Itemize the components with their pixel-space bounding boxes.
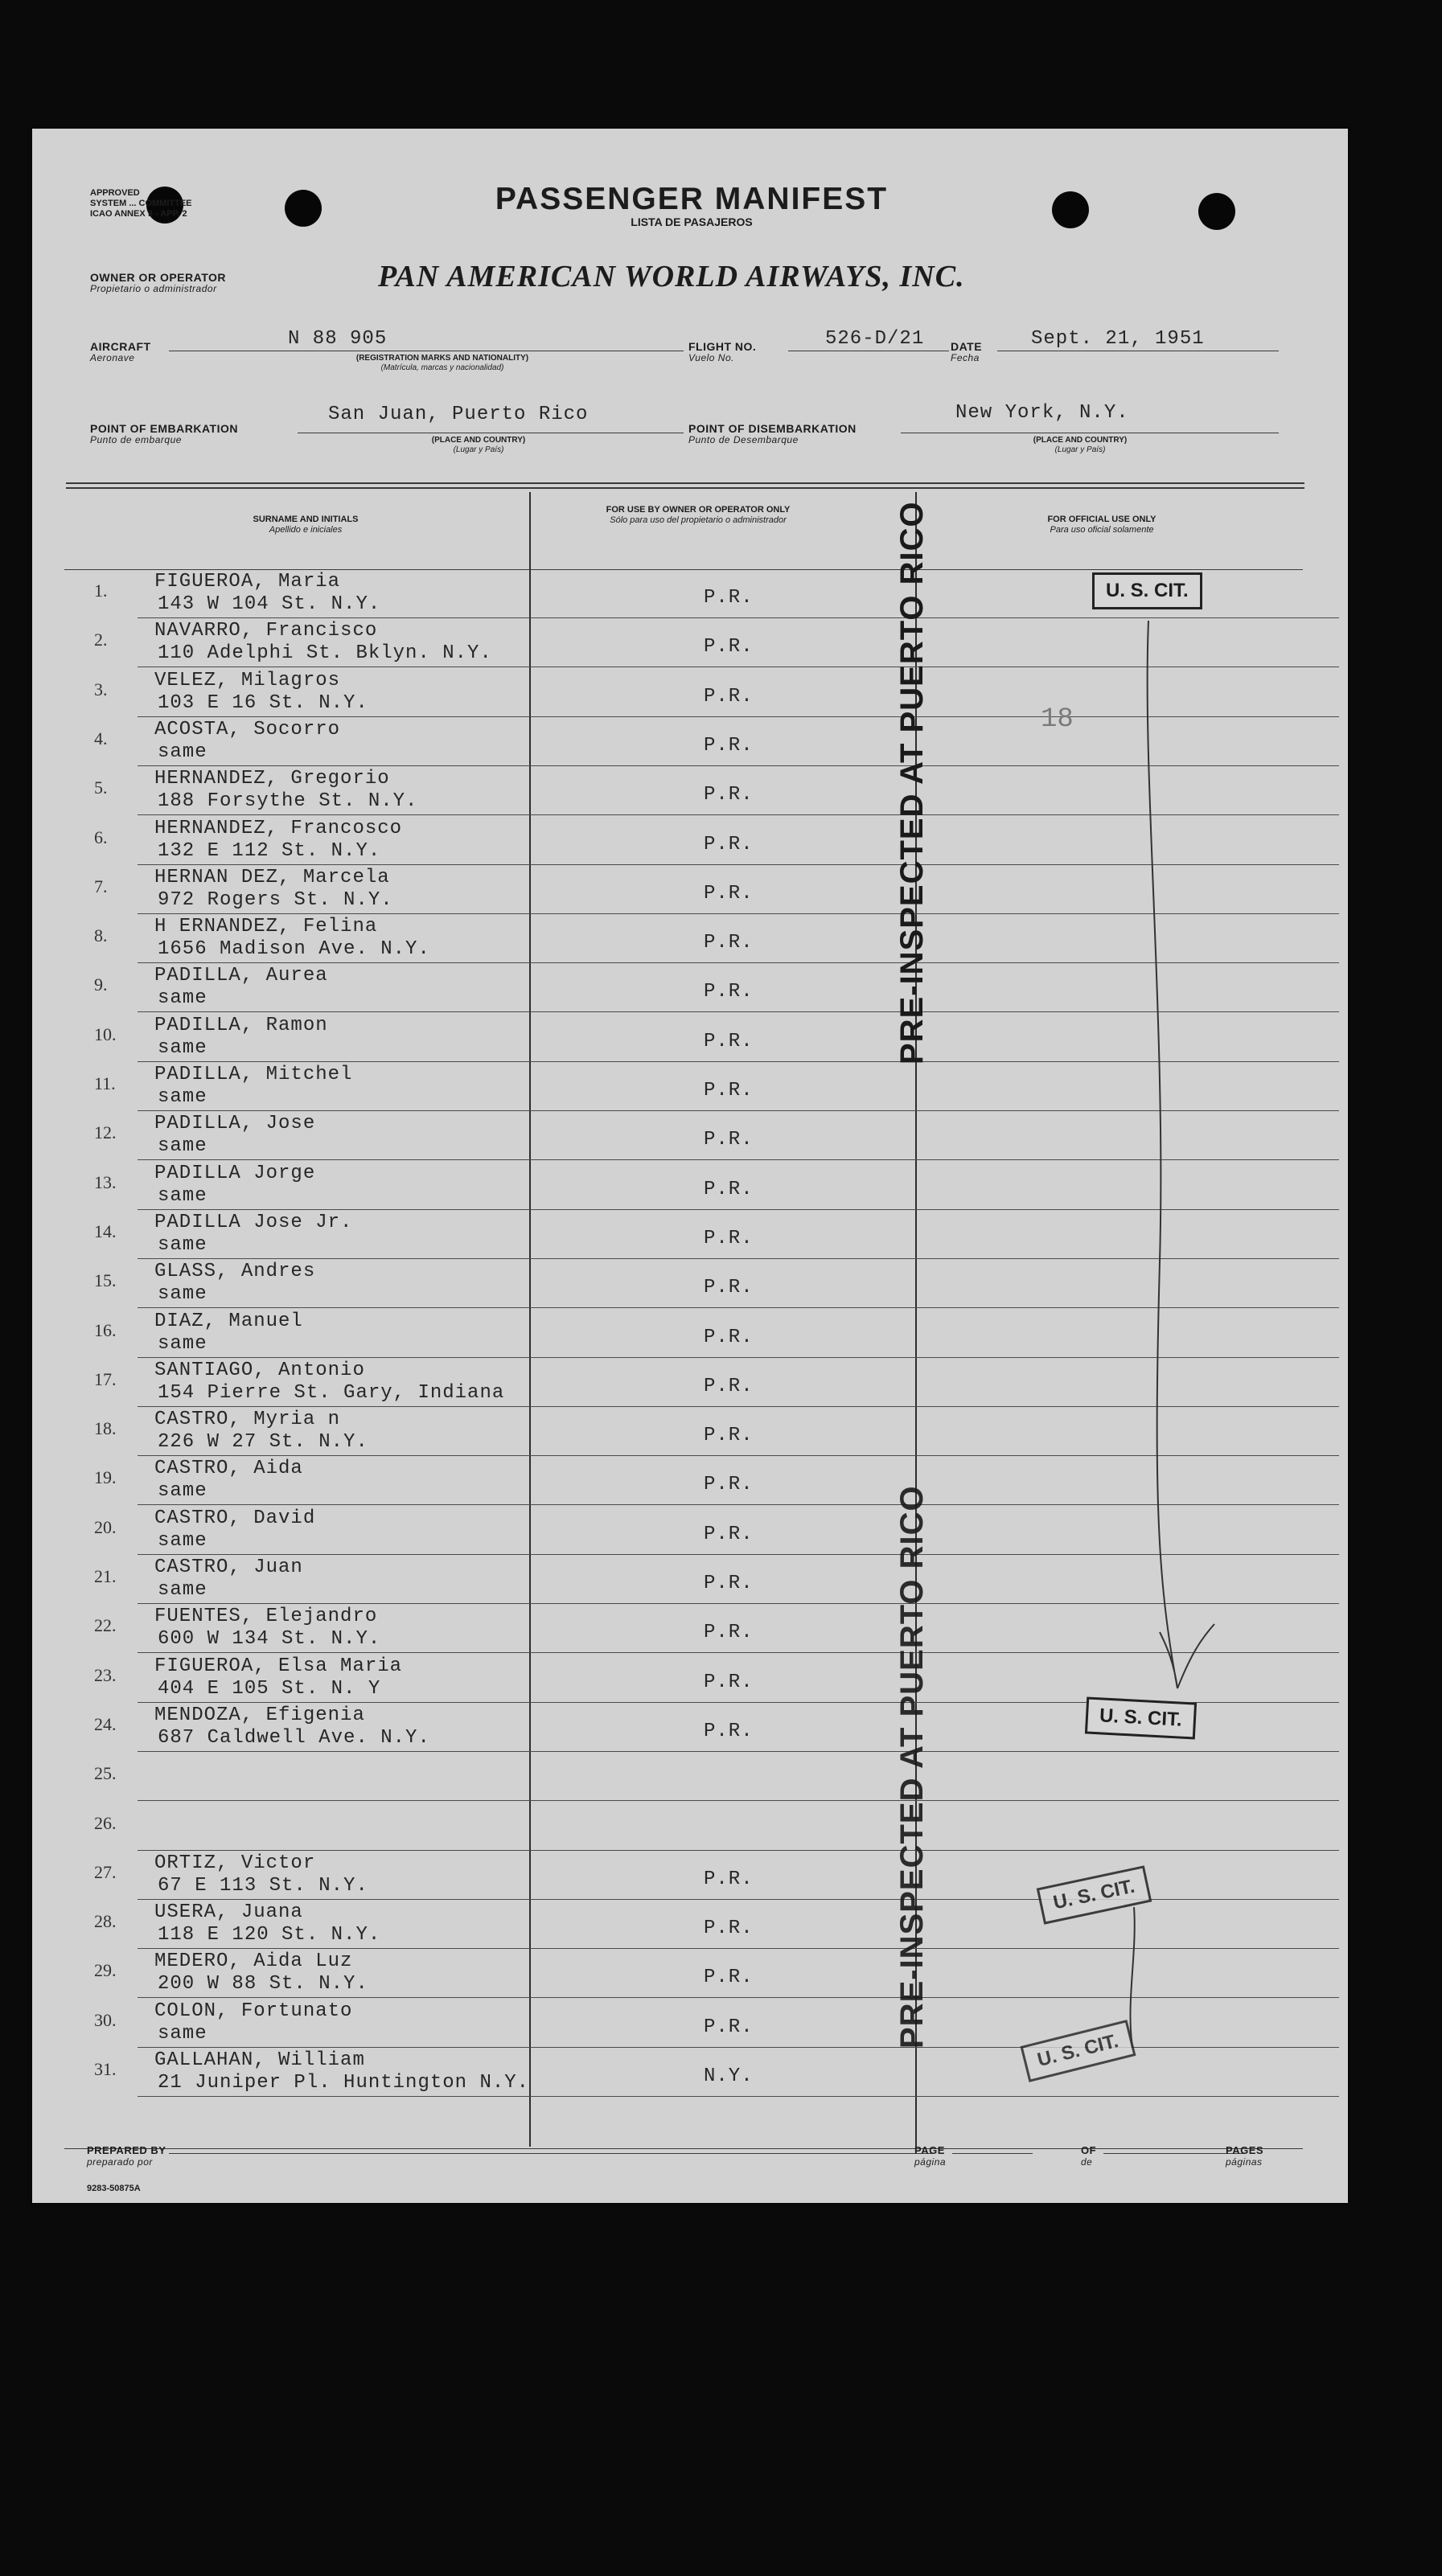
passenger-address: 132 E 112 St. N.Y. [158, 839, 381, 862]
row-number: 8. [94, 925, 108, 946]
page-title: PASSENGER MANIFEST [495, 182, 889, 216]
date-label: DATE Fecha [951, 340, 983, 363]
row-number: 27. [94, 1861, 117, 1882]
us-cit-stamp: U. S. CIT. [1085, 1696, 1197, 1739]
operator-code: P.R. [704, 1868, 754, 1890]
page-label: PAGE página [914, 2144, 947, 2168]
passenger-address: same [158, 1283, 207, 1306]
approval-line: ICAO ANNEX 9 - APP. 2 [90, 209, 187, 219]
passenger-address: same [158, 2022, 207, 2045]
passenger-address: 687 Caldwell Ave. N.Y. [158, 1726, 430, 1749]
pages-label: PAGES páginas [1226, 2144, 1264, 2168]
aircraft-label: AIRCRAFT Aeronave [90, 340, 151, 363]
row-number: 28. [94, 1911, 117, 1932]
passenger-address: 200 W 88 St. N.Y. [158, 1973, 368, 1996]
passenger-address: same [158, 1480, 207, 1503]
operator-code: P.R. [704, 833, 754, 855]
flight-value: 526-D/21 [825, 328, 925, 350]
operator-code: P.R. [704, 587, 754, 609]
us-cit-stamp: U. S. CIT. [1020, 2020, 1136, 2082]
passenger-address: 972 Rogers St. N.Y. [158, 888, 393, 911]
passenger-name: FIGUEROA, Maria [154, 571, 341, 593]
row-number: 24. [94, 1713, 117, 1734]
row-number: 14. [94, 1220, 117, 1241]
passenger-name: PADILLA, Ramon [154, 1014, 328, 1036]
disembark-sub: (PLACE AND COUNTRY) (Lugar y País) [1033, 436, 1128, 454]
passenger-address: 404 E 105 St. N. Y [158, 1677, 381, 1700]
row-number: 3. [94, 679, 108, 699]
operator-code: P.R. [704, 1967, 754, 1989]
operator-code: P.R. [704, 1375, 754, 1397]
table-row [92, 1949, 1339, 1998]
passenger-name: ORTIZ, Victor [154, 1852, 316, 1874]
operator-code: P.R. [704, 685, 754, 708]
row-number: 22. [94, 1615, 117, 1636]
passenger-address: 600 W 134 St. N.Y. [158, 1628, 381, 1651]
row-number: 11. [94, 1073, 116, 1093]
passenger-address: 118 E 120 St. N.Y. [158, 1924, 381, 1946]
passenger-name: NAVARRO, Francisco [154, 620, 378, 642]
operator-code: P.R. [704, 1030, 754, 1052]
form-number: 9283-50875A [87, 2184, 141, 2193]
operator-code: P.R. [704, 1573, 754, 1594]
approval-block [90, 188, 192, 219]
passenger-name: FIGUEROA, Elsa Maria [154, 1655, 403, 1677]
disembark-value: New York, N.Y. [955, 402, 1129, 424]
row-number: 6. [94, 827, 108, 847]
passenger-address: 226 W 27 St. N.Y. [158, 1431, 368, 1454]
page-title-es: LISTA DE PASAJEROS [631, 215, 753, 228]
punch-hole [1198, 193, 1235, 230]
passenger-name: HERNAN DEZ, Marcela [154, 866, 390, 888]
page-line [952, 2153, 1033, 2154]
passenger-address: same [158, 1529, 207, 1552]
operator-code: P.R. [704, 1474, 754, 1496]
punch-hole [285, 190, 322, 227]
row-number: 26. [94, 1812, 117, 1833]
of-label: OF de [1081, 2144, 1097, 2168]
passenger-name: USERA, Juana [154, 1901, 303, 1924]
embark-value: San Juan, Puerto Rico [328, 404, 589, 425]
row-number: 16. [94, 1319, 117, 1340]
operator-code: P.R. [704, 1326, 754, 1348]
passenger-address: same [158, 740, 207, 763]
passenger-name: CASTRO, David [154, 1507, 316, 1529]
passenger-address: 110 Adelphi St. Bklyn. N.Y. [158, 642, 492, 665]
passenger-address: same [158, 1184, 207, 1207]
table-row [92, 1851, 1339, 1900]
flight-label: FLIGHT NO. Vuelo No. [688, 340, 757, 363]
row-number: 5. [94, 777, 108, 798]
row-number: 10. [94, 1023, 117, 1044]
passenger-address: same [158, 1579, 207, 1601]
passenger-name: H ERNANDEZ, Felina [154, 916, 378, 938]
row-number: 17. [94, 1368, 117, 1389]
pre-inspected-stamp: PRE-INSPECTED AT PUERTO RICO [894, 1485, 930, 2049]
row-number: 19. [94, 1467, 117, 1488]
row-number: 1. [94, 580, 108, 601]
prepared-line [169, 2153, 933, 2154]
row-number: 12. [94, 1122, 117, 1143]
passenger-address: 1656 Madison Ave. N.Y. [158, 938, 430, 961]
passenger-name: CASTRO, Myria n [154, 1409, 341, 1431]
owner-label: OWNER OR OPERATOR Propietario o administrador [90, 271, 226, 294]
operator-code: P.R. [704, 1129, 754, 1151]
pre-inspected-stamp: PRE-INSPECTED AT PUERTO RICO [894, 501, 930, 1064]
passenger-name: HERNANDEZ, Gregorio [154, 768, 390, 790]
row-number: 20. [94, 1516, 117, 1537]
us-cit-stamp: U. S. CIT. [1037, 1865, 1152, 1924]
aircraft-value: N 88 905 [288, 328, 388, 350]
operator-code: P.R. [704, 1178, 754, 1200]
row-number: 25. [94, 1763, 117, 1784]
passenger-name: PADILLA, Aurea [154, 965, 328, 987]
passenger-name: CASTRO, Juan [154, 1557, 303, 1578]
row-number: 7. [94, 876, 108, 896]
table-row [92, 1900, 1339, 1949]
passenger-name: FUENTES, Elejandro [154, 1606, 378, 1628]
operator-code: P.R. [704, 636, 754, 658]
row-line [138, 2096, 1339, 2097]
header-rule [66, 487, 1304, 489]
date-value: Sept. 21, 1951 [1031, 328, 1205, 350]
prepared-label: PREPARED BY preparado por [87, 2144, 166, 2168]
passenger-name: PADILLA Jose Jr. [154, 1211, 353, 1233]
passenger-name: MENDOZA, Efigenia [154, 1704, 365, 1726]
row-number: 31. [94, 2059, 117, 2079]
bracket-pencil-line [1118, 1905, 1150, 2050]
official-column-header: FOR OFFICIAL USE ONLY Para uso oficial solamente [1047, 515, 1156, 535]
passenger-address: 143 W 104 St. N.Y. [158, 593, 381, 615]
passenger-address: same [158, 987, 207, 1010]
us-cit-stamp: U. S. CIT. [1092, 572, 1202, 609]
passenger-name: SANTIAGO, Antonio [154, 1359, 365, 1381]
row-number: 23. [94, 1664, 117, 1685]
operator-code: N.Y. [704, 2065, 754, 2087]
passenger-name: MEDERO, Aida Luz [154, 1950, 353, 1973]
passenger-address: same [158, 1036, 207, 1059]
passenger-address: same [158, 1332, 207, 1355]
passenger-address: 154 Pierre St. Gary, Indiana [158, 1381, 505, 1404]
aircraft-sub: (REGISTRATION MARKS AND NATIONALITY) (Matrícula, marcas y nacionalidad) [355, 354, 529, 372]
passenger-name: GALLAHAN, William [154, 2049, 365, 2071]
row-number: 4. [94, 728, 108, 749]
passenger-name: PADILLA Jorge [154, 1162, 316, 1184]
passenger-address: 67 E 113 St. N.Y. [158, 1874, 368, 1897]
passenger-name: PADILLA, Mitchel [154, 1064, 353, 1085]
passenger-name: HERNANDEZ, Francosco [154, 817, 403, 839]
table-row [92, 1802, 1339, 1851]
operator-code: P.R. [704, 1671, 754, 1693]
operator-code: P.R. [704, 1523, 754, 1545]
operator-code: P.R. [704, 1277, 754, 1299]
operator-code: P.R. [704, 1918, 754, 1940]
header-rule [66, 482, 1304, 484]
row-number: 29. [94, 1960, 117, 1981]
table-row [92, 1752, 1339, 1801]
passenger-name: PADILLA, Jose [154, 1113, 316, 1135]
title-block [434, 182, 949, 228]
operator-code: P.R. [704, 1720, 754, 1742]
row-number: 18. [94, 1418, 117, 1439]
passenger-address: same [158, 1086, 207, 1108]
operator-code: P.R. [704, 932, 754, 954]
passenger-name: GLASS, Andres [154, 1261, 316, 1283]
of-line [1103, 2153, 1245, 2154]
embark-sub: (PLACE AND COUNTRY) (Lugar y País) [431, 436, 526, 454]
approval-line: SYSTEM ... COMMITTEE [90, 199, 192, 208]
operator-code: P.R. [704, 981, 754, 1003]
official-count: 18 [1041, 704, 1074, 735]
footer-rule [64, 2148, 1303, 2149]
passenger-address: same [158, 1135, 207, 1158]
passenger-name: CASTRO, Aida [154, 1458, 303, 1480]
passenger-name: ACOSTA, Socorro [154, 718, 341, 740]
row-number: 30. [94, 2009, 117, 2030]
punch-hole [1052, 191, 1089, 228]
row-number: 21. [94, 1566, 117, 1586]
passenger-name: COLON, Fortunato [154, 2000, 353, 2022]
approval-line: APPROVED [90, 188, 140, 198]
row-number: 15. [94, 1270, 117, 1291]
operator-code: P.R. [704, 882, 754, 904]
operator-code: P.R. [704, 734, 754, 757]
manifest-sheet [32, 129, 1348, 2203]
passenger-address: same [158, 1233, 207, 1256]
operator-code: P.R. [704, 1080, 754, 1101]
owner-column-header: FOR USE BY OWNER OR OPERATOR ONLY Sólo para uso del propietario o administrador [606, 505, 791, 525]
passenger-address: 188 Forsythe St. N.Y. [158, 790, 418, 813]
operator-code: P.R. [704, 1425, 754, 1447]
table-row [92, 1999, 1339, 2048]
name-column-header: SURNAME AND INITIALS Apellido e iniciales [253, 515, 359, 535]
operator-code: P.R. [704, 1622, 754, 1644]
disembark-label: POINT OF DISEMBARKATION Punto de Desembarque [688, 422, 857, 445]
operator-code: P.R. [704, 1227, 754, 1249]
row-number: 2. [94, 630, 108, 650]
operator-code: P.R. [704, 784, 754, 806]
operator-name: PAN AMERICAN WORLD AIRWAYS, INC. [378, 260, 965, 293]
row-number: 13. [94, 1171, 117, 1192]
passenger-address: 21 Juniper Pl. Huntington N.Y. [158, 2072, 530, 2094]
passenger-name: DIAZ, Manuel [154, 1310, 303, 1332]
table-row [92, 2048, 1339, 2097]
operator-code: P.R. [704, 2016, 754, 2038]
passenger-name: VELEZ, Milagros [154, 669, 341, 691]
embark-label: POINT OF EMBARKATION Punto de embarque [90, 422, 238, 445]
row-number: 9. [94, 974, 108, 995]
bracket-pencil-line [1110, 619, 1222, 1713]
passenger-address: 103 E 16 St. N.Y. [158, 691, 368, 714]
